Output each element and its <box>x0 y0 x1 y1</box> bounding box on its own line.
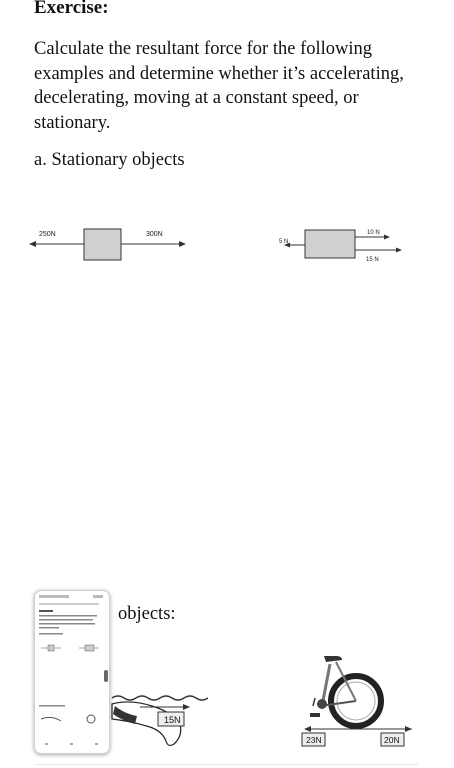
thumb-diagram1-box <box>48 645 54 651</box>
thumb-subheading-2 <box>39 705 65 707</box>
diagram2-top-force-label: 10 N <box>367 230 380 236</box>
thumb-text-line <box>39 623 95 625</box>
diagram2-bottom-arrowhead <box>396 248 402 253</box>
thumbnail-resize-handle[interactable] <box>104 670 108 682</box>
bicycle-right-arrowhead <box>405 726 412 732</box>
thumb-swimmer <box>41 717 61 721</box>
thumb-status-icons <box>93 595 103 598</box>
thumbnail-miniature <box>35 591 109 753</box>
diagram2-bottom-force-label: 15 N <box>366 257 379 263</box>
thumb-subheading <box>39 633 63 635</box>
bicycle-left-force-label: 23N <box>306 735 322 745</box>
diagram1-left-arrowhead <box>29 241 36 247</box>
exercise-instructions: Calculate the resultant force for the following examples and determine whether it’s accelerating, decelerating, moving at a constant speed, or stationary. <box>34 39 404 133</box>
diagram2-left-force-label: 5 N <box>279 239 289 245</box>
thumb-url-bar <box>39 603 99 605</box>
section-b-title-partial: objects: <box>118 604 176 624</box>
bicycle-illustration <box>302 656 412 746</box>
thumb-nav-back <box>45 743 48 745</box>
thumb-diagram2-box <box>85 645 94 651</box>
force-diagram-1 <box>29 229 186 260</box>
page-bottom-divider <box>36 764 418 765</box>
bicycle-left-arrowhead <box>304 726 311 732</box>
diagram1-left-force-label: 250N <box>39 231 56 238</box>
bicycle-seat <box>324 656 342 662</box>
force-diagram-2 <box>279 230 402 263</box>
thumb-nav-recent <box>95 743 98 745</box>
bicycle-crank <box>317 699 327 709</box>
page-thumbnail-preview[interactable] <box>34 590 110 754</box>
diagram1-right-force-label: 300N <box>146 231 163 238</box>
swimmer-illustration <box>112 696 208 745</box>
thumb-heading <box>39 610 53 612</box>
bicycle-kickstand <box>313 698 315 706</box>
bicycle-pedal <box>310 713 320 717</box>
thumb-text-line <box>39 627 59 629</box>
thumb-text-line <box>39 615 97 617</box>
diagram2-box <box>305 230 355 258</box>
bicycle-right-force-label: 20N <box>384 735 400 745</box>
water-wave <box>112 696 208 700</box>
diagram2-top-arrowhead <box>384 235 390 240</box>
diagram1-box <box>84 229 121 260</box>
exercise-heading: Exercise: <box>34 0 109 18</box>
diagram1-right-arrowhead <box>179 241 186 247</box>
thumb-status-bar <box>39 595 69 598</box>
thumb-nav-home <box>70 743 73 745</box>
thumb-bicycle <box>87 715 95 723</box>
section-a-title: a. Stationary objects <box>34 150 185 170</box>
swimmer-force-label: 15N <box>164 715 181 725</box>
swimmer-force-arrowhead <box>183 704 190 710</box>
thumb-text-line <box>39 619 93 621</box>
